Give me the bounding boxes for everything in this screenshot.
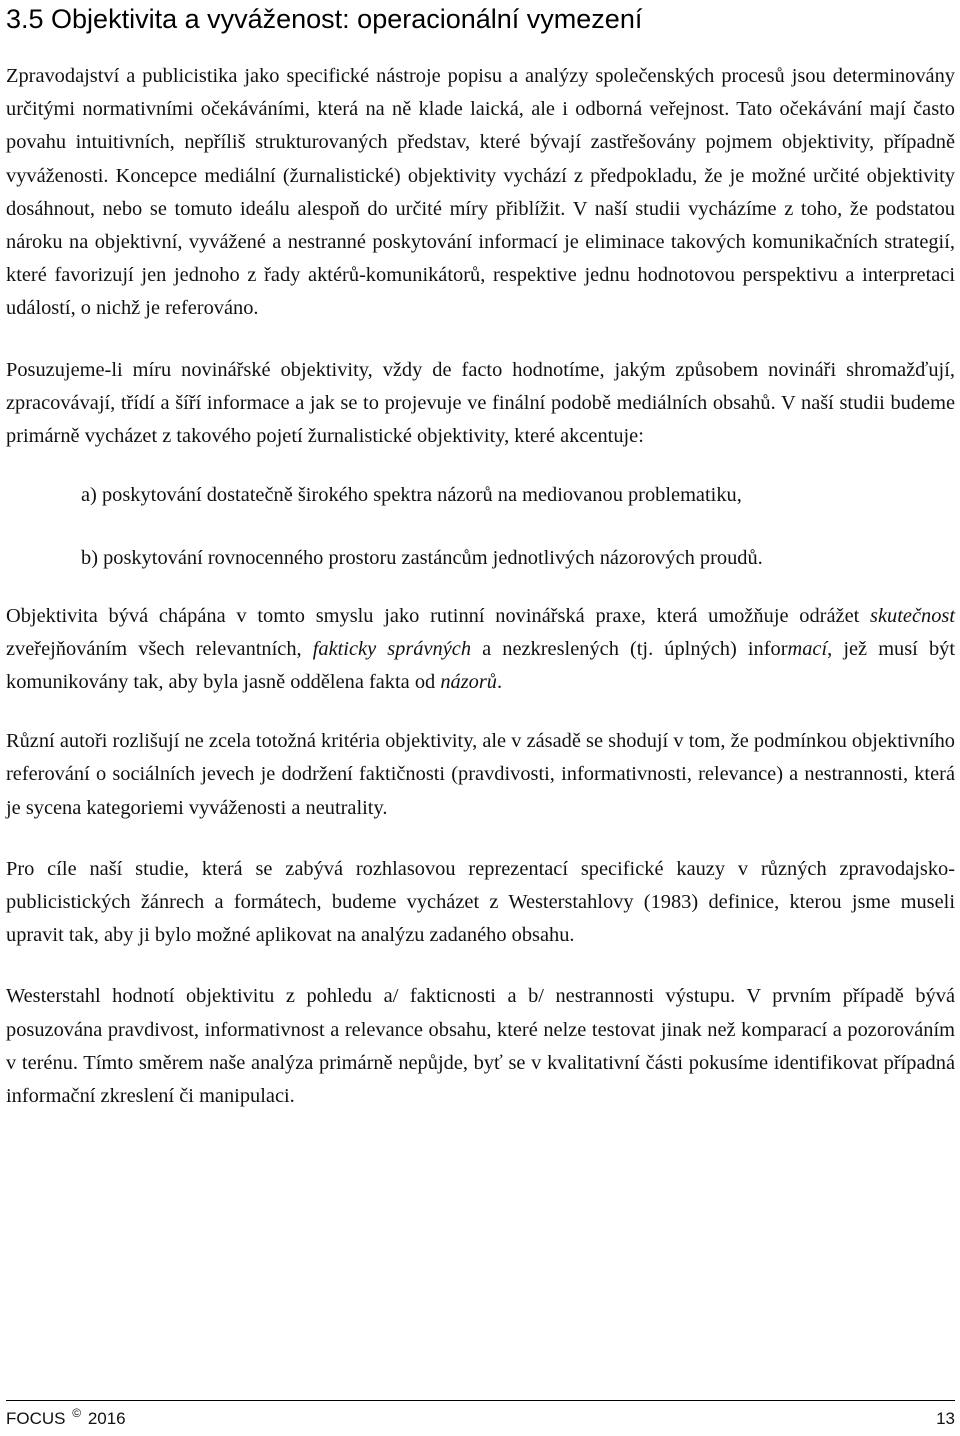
list-item: a) poskytování dostatečně širokého spektra názorů na mediovanou problematiku, <box>81 484 742 507</box>
page-number: 13 <box>936 1409 955 1428</box>
text-run: , jež musí být komunikovány tak, aby byla jasně oddělena fakta od <box>6 637 955 694</box>
document-page <box>6 0 955 1113</box>
copyright-symbol: © <box>72 1406 82 1420</box>
criteria-list <box>6 479 955 575</box>
paragraph-criteria: Různí autoři rozlišují ne zcela totožná kritéria objektivity, ale v zásadě se shodují v tom, že podmínkou objektivního referování o sociálních jevech je dodržení faktičnosti (pravdivosti, informativnosti, relevance) a nestrannosti, která je sycena kategoriemi vyváženosti a neutrality. <box>6 730 955 819</box>
footer-year: 2016 <box>87 1409 126 1428</box>
footer-divider <box>6 1400 955 1401</box>
paragraph-assessment: Posuzujeme-li míru novinářské objektivity, vždy de facto hodnotíme, jakým způsobem novináři shromažďují, zpracovávají, třídí a šíří informace a jak se to projevuje ve finální podobě mediálních obsahů. V naší studii budeme primárně vycházet z takového pojetí žurnalistické objektivity, které akcentuje: <box>6 358 955 448</box>
footer-publication <box>6 1406 126 1433</box>
text-run: zveřejňováním všech relevantních, <box>6 637 313 660</box>
paragraph-objectivity-practice <box>6 600 955 700</box>
footer-label: FOCUS <box>6 1409 66 1428</box>
text-run: a nezkreslených (tj. úplných) infor <box>471 637 788 660</box>
section-heading: 3.5 Objektivita a vyváženost: operacionální vymezení <box>6 4 643 34</box>
text-run: Objektivita bývá chápána v tomto smyslu jako rutinní novinářská praxe, která umožňuje odrážet <box>6 604 871 627</box>
text-run: . <box>496 671 503 694</box>
emphasis: mací <box>787 637 828 660</box>
list-item: b) poskytování rovnocenného prostoru zastáncům jednotlivých názorových proudů. <box>81 547 763 570</box>
page-footer <box>6 1406 955 1432</box>
paragraph-study-goals: Pro cíle naší studie, která se zabývá rozhlasovou reprezentací specifické kauzy v různých zpravodajsko-publicistických žánrech a formátech, budeme vycházet z Westerstahlovy (1983) definice, kterou jsme museli upravit tak, aby ji bylo možné aplikovat na analýzu zadaného obsahu. <box>6 857 955 947</box>
paragraph-westerstahl: Westerstahl hodnotí objektivitu z pohledu a/ fakticnosti a b/ nestrannosti výstupu. V prvním případě bývá posuzována pravdivost, informativnost a relevance obsahu, které nelze testovat jinak než komparací a pozorováním v terénu. Tímto směrem naše analýza primárně nepůjde, byť se v kvalitativní části pokusíme identifikovat případná informační zkreslení či manipulaci. <box>6 985 955 1108</box>
paragraph-intro: Zpravodajství a publicistika jako specifické nástroje popisu a analýzy společenských procesů jsou determinovány určitými normativními očekáváními, která na ně klade laická, ale i odborná veřejnost. Tato očekávání mají často povahu intuitivních, nepříliš strukturovaných představ, které bývají zastřešovány pojmem objektivity, případně vyváženosti. Koncepce mediální (žurnalistické) objektivity vychází z předpokladu, že je možné určité objektivity dosáhnout, nebo se tomuto ideálu alespoň do určité míry přiblížit. V naší studii vycházíme z toho, že podstatou nároku na objektivní, vyvážené a nestranné poskytování informací je eliminace takových komunikačních strategií, které favorizují jen jednoho z řady aktérů-komunikátorů, respektive jednu hodnotovou perspektivu a interpretaci událostí, o nichž je referováno. <box>6 65 955 320</box>
emphasis: názorů <box>440 671 497 694</box>
emphasis: fakticky správných <box>312 637 472 660</box>
emphasis: skutečnost <box>870 604 955 627</box>
